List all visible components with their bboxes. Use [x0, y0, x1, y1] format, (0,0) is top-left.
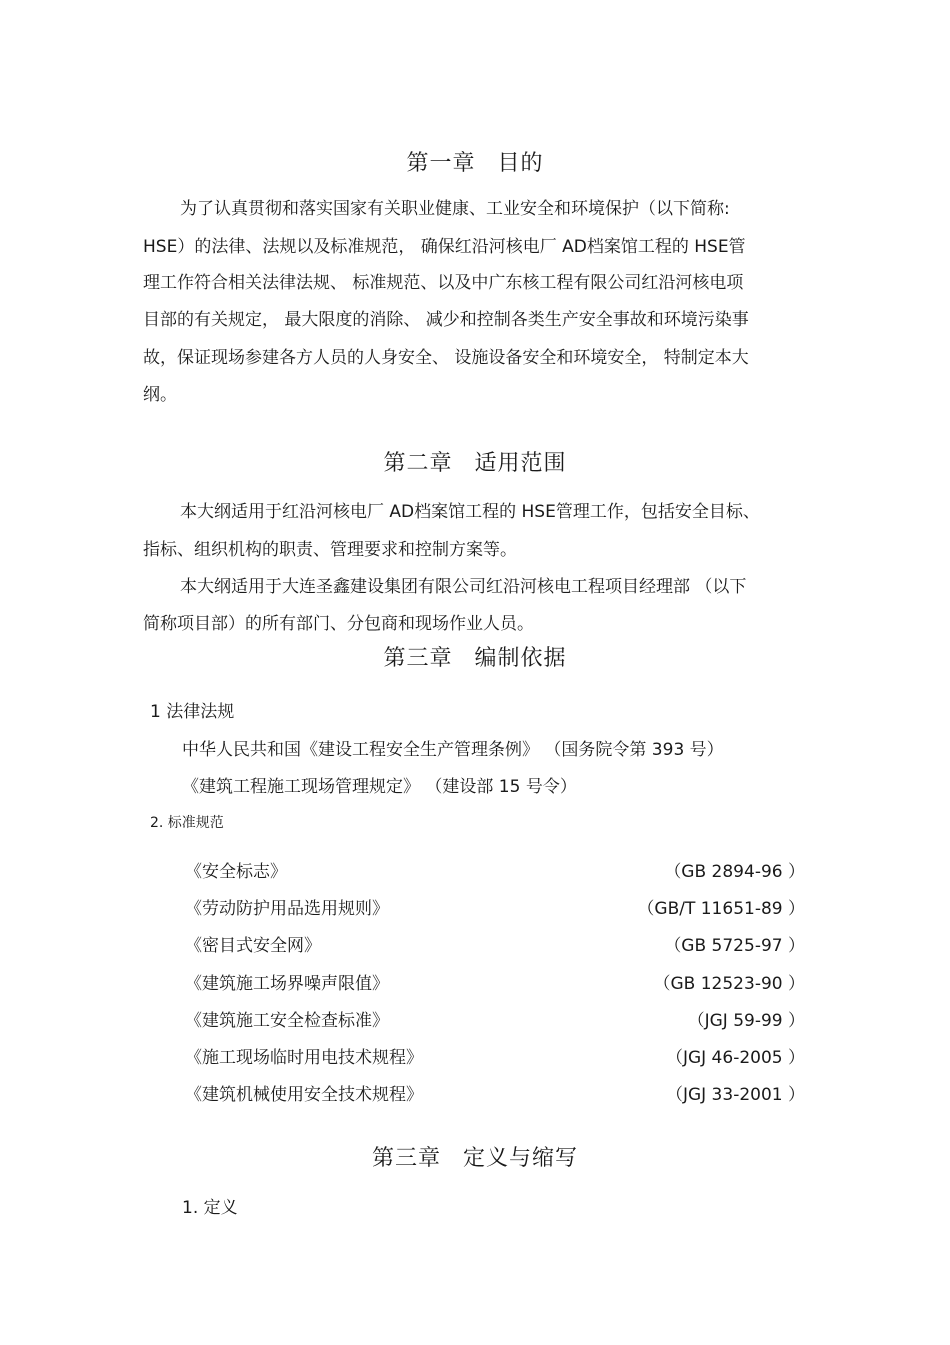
- chapter-1-line: 目部的有关规定， 最大限度的消除、 减少和控制各类生产安全事故和环境污染事: [143, 310, 749, 330]
- chapter-3-heading: [0, 641, 950, 672]
- standard-code: （JGJ 59-99 ）: [687, 1011, 805, 1031]
- chapter-2-heading: [0, 446, 950, 477]
- standard-row: [185, 1043, 805, 1068]
- chapter-1-line: 理工作符合相关法律法规、 标准规范、以及中广东核工程有限公司红沿河核电项: [143, 273, 744, 293]
- law-item: 《建筑工程施工现场管理规定》 （建设部 15 号令）: [182, 777, 577, 797]
- chapter-1-line: 为了认真贯彻和落实国家有关职业健康、工业安全和环境保护（以下简称:: [180, 199, 730, 219]
- chapter-2-line: 本大纲适用于红沿河核电厂 AD档案馆工程的 HSE管理工作，包括安全目标、: [180, 502, 760, 522]
- standard-row: [185, 857, 805, 882]
- standard-row: [185, 931, 805, 956]
- standard-code: （GB 5725-97 ）: [664, 936, 805, 956]
- law-item: 中华人民共和国《建设工程安全生产管理条例》 （国务院令第 393 号）: [182, 740, 724, 760]
- chapter-3-title: 编制依据: [474, 646, 567, 671]
- standard-name: 《安全标志》: [185, 862, 287, 882]
- section-laws-heading: 1 法律法规: [150, 702, 235, 722]
- standard-code: （JGJ 33-2001 ）: [665, 1085, 805, 1105]
- chapter-3-number: 第三章: [383, 646, 453, 671]
- standard-name: 《密目式安全网》: [185, 936, 321, 956]
- chapter-2-line: 指标、组织机构的职责、管理要求和控制方案等。: [143, 540, 517, 560]
- chapter-1-line: 纲。: [143, 385, 177, 405]
- chapter-4-title: 定义与缩写: [463, 1146, 579, 1171]
- standard-code: （GB/T 11651-89 ）: [637, 899, 805, 919]
- standard-row: [185, 1006, 805, 1031]
- chapter-2-title: 适用范围: [474, 451, 567, 476]
- standard-row: [185, 1080, 805, 1105]
- chapter-1-number: 第一章: [406, 151, 476, 176]
- standard-name: 《建筑施工场界噪声限值》: [185, 974, 389, 994]
- standard-code: （GB 2894-96 ）: [664, 862, 805, 882]
- chapter-1-heading: [0, 146, 950, 177]
- standard-code: （GB 12523-90 ）: [653, 974, 805, 994]
- section-definitions-heading: 1. 定义: [182, 1198, 238, 1218]
- chapter-4-number: 第三章: [371, 1146, 441, 1171]
- standard-name: 《建筑施工安全检查标准》: [185, 1011, 389, 1031]
- chapter-2-number: 第二章: [383, 451, 453, 476]
- standard-name: 《施工现场临时用电技术规程》: [185, 1048, 423, 1068]
- chapter-1-line: 故，保证现场参建各方人员的人身安全、 设施设备安全和环境安全， 特制定本大: [143, 348, 749, 368]
- chapter-1-line: HSE）的法律、法规以及标准规范， 确保红沿河核电厂 AD档案馆工程的 HSE管: [143, 237, 746, 257]
- section-standards-heading: 2. 标准规范: [150, 815, 224, 831]
- chapter-2-line: 简称项目部）的所有部门、分包商和现场作业人员。: [143, 614, 534, 634]
- standard-name: 《建筑机械使用安全技术规程》: [185, 1085, 423, 1105]
- chapter-2-line: 本大纲适用于大连圣鑫建设集团有限公司红沿河核电工程项目经理部 （以下: [180, 577, 747, 597]
- standard-row: [185, 894, 805, 919]
- standard-name: 《劳动防护用品选用规则》: [185, 899, 389, 919]
- chapter-1-title: 目的: [497, 151, 544, 176]
- standard-row: [185, 969, 805, 994]
- standard-code: （JGJ 46-2005 ）: [665, 1048, 805, 1068]
- chapter-4-heading: [0, 1141, 950, 1172]
